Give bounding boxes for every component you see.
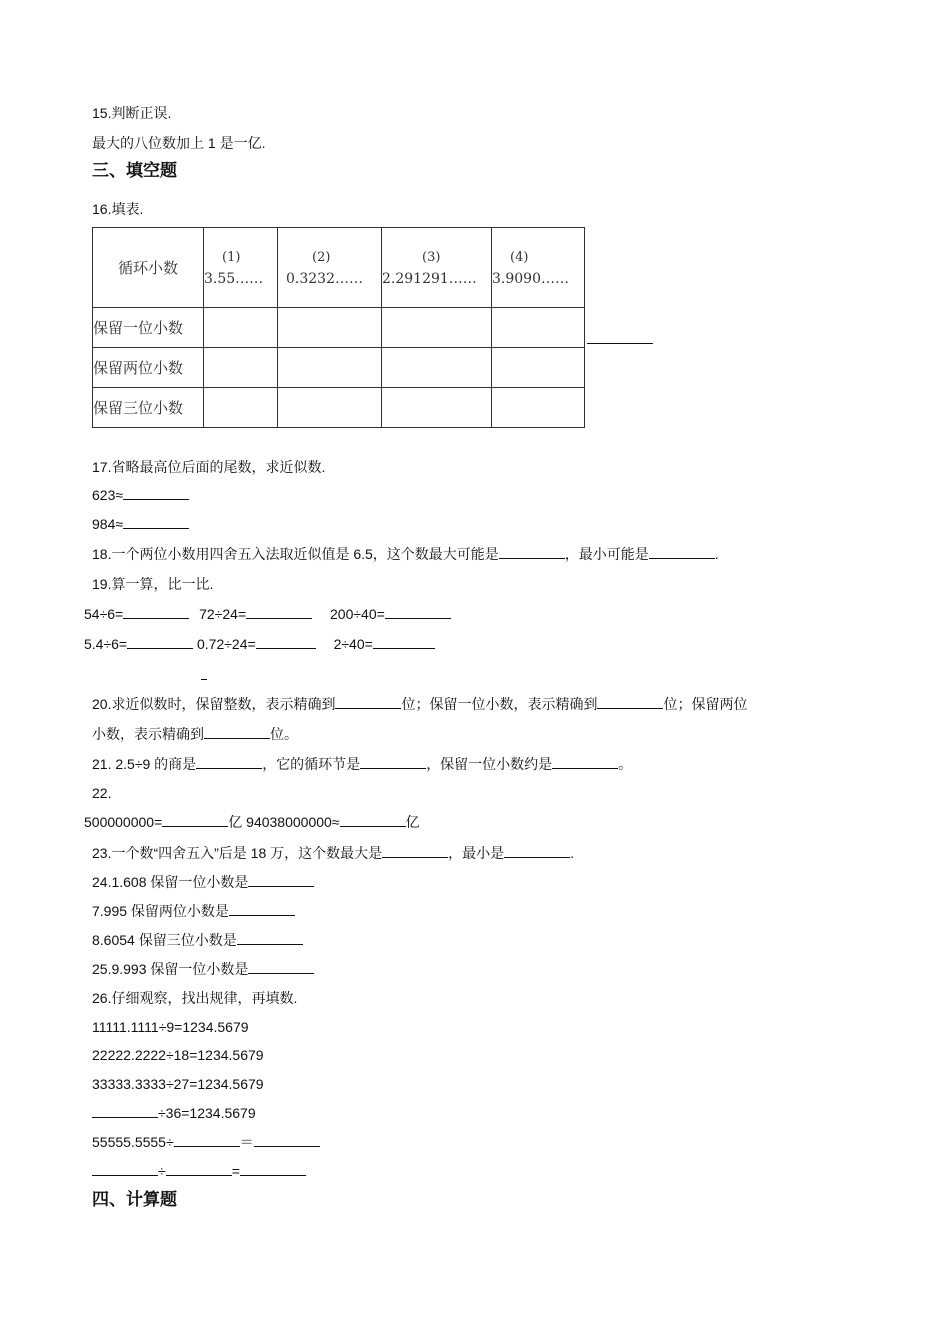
q21-text: 。 <box>618 756 633 772</box>
answer-cell[interactable] <box>492 348 585 388</box>
q15-statement: 最大的八位数加上 1 是一亿. <box>92 135 266 151</box>
q26-text: = <box>231 1163 240 1179</box>
section-title-fill-blank: 三、填空题 <box>92 161 177 180</box>
q19-expr: 5.4÷6= <box>84 636 128 652</box>
answer-blank[interactable] <box>335 695 401 709</box>
table-row-label: 保留两位小数 <box>93 348 204 388</box>
q19-expr: 0.72÷24= <box>197 636 256 652</box>
col-number: (1) <box>222 250 241 265</box>
answer-blank[interactable] <box>123 605 189 619</box>
q17-a-text: 623≈ <box>92 487 124 503</box>
answer-cell[interactable] <box>278 348 382 388</box>
stray-mark <box>201 679 207 680</box>
answer-cell[interactable] <box>278 388 382 428</box>
answer-blank[interactable] <box>229 902 295 916</box>
col-value: 3.9090…… <box>492 271 569 287</box>
answer-cell[interactable] <box>382 388 492 428</box>
q22-text: 500000000= <box>84 814 163 830</box>
answer-blank[interactable] <box>254 1133 320 1147</box>
q22-title: 22. <box>92 785 112 801</box>
q26-line4 <box>92 1104 256 1122</box>
q25-text: 25.9.993 保留一位小数是 <box>92 961 249 977</box>
q23-text: ，最小是 <box>448 845 505 861</box>
table-col-4 <box>492 228 585 308</box>
q24-b <box>92 902 295 920</box>
col-number: (3) <box>422 250 441 265</box>
answer-blank[interactable] <box>248 960 314 974</box>
answer-blank[interactable] <box>649 545 715 559</box>
q26-text: ÷36=1234.5679 <box>158 1105 256 1121</box>
q22-text: 亿 94038000000≈ <box>228 814 340 830</box>
answer-blank[interactable] <box>340 813 406 827</box>
col-value: 3.55…… <box>204 271 264 287</box>
q18-text: 18.一个两位小数用四舍五入法取近似值是 6.5，这个数最大可能是 <box>92 546 499 562</box>
q19-row1 <box>84 605 451 623</box>
col-number: (4) <box>510 250 529 265</box>
col-number: (2) <box>312 250 331 265</box>
q15-title: 15.判断正误. <box>92 105 172 121</box>
q24-text: 7.995 保留两位小数是 <box>92 903 229 919</box>
col-value: 2.291291…… <box>382 271 477 287</box>
answer-blank[interactable] <box>504 844 570 858</box>
q20-text: 位；保留一位小数，表示精确到 <box>401 696 598 712</box>
answer-blank[interactable] <box>166 1162 232 1176</box>
q17-a <box>92 486 189 504</box>
q18 <box>92 545 719 563</box>
q26-line5 <box>92 1133 320 1151</box>
q19-expr: 200÷40= <box>330 606 385 622</box>
answer-cell[interactable] <box>204 388 278 428</box>
answer-cell[interactable] <box>492 308 585 348</box>
table-row-label: 保留三位小数 <box>93 388 204 428</box>
q24-a <box>92 873 314 891</box>
q17-b-text: 984≈ <box>92 516 124 532</box>
answer-cell[interactable] <box>492 388 585 428</box>
q17-title: 17.省略最高位后面的尾数，求近似数. <box>92 459 326 475</box>
answer-blank[interactable] <box>237 931 303 945</box>
answer-blank[interactable] <box>127 635 193 649</box>
q20-text: 20.求近似数时，保留整数，表示精确到 <box>92 696 336 712</box>
q26-line1: 11111.1111÷9=1234.5679 <box>92 1019 249 1035</box>
answer-blank[interactable] <box>162 813 228 827</box>
answer-blank[interactable] <box>382 844 448 858</box>
q17-b <box>92 515 189 533</box>
q19-title: 19.算一算，比一比. <box>92 576 214 592</box>
answer-blank[interactable] <box>92 1162 158 1176</box>
q20-line1 <box>92 695 747 713</box>
answer-cell[interactable] <box>278 308 382 348</box>
table-col-2 <box>278 228 382 308</box>
answer-blank[interactable] <box>196 755 262 769</box>
section-title-calculation: 四、计算题 <box>92 1190 177 1209</box>
answer-blank[interactable] <box>123 486 189 500</box>
q26-line6 <box>92 1162 306 1180</box>
q23-text: . <box>570 845 575 861</box>
answer-cell[interactable] <box>382 308 492 348</box>
answer-blank[interactable] <box>360 755 426 769</box>
q21 <box>92 755 632 773</box>
q26-line3: 33333.3333÷27=1234.5679 <box>92 1076 264 1092</box>
answer-blank[interactable] <box>246 605 312 619</box>
q26-line2: 22222.2222÷18=1234.5679 <box>92 1047 264 1063</box>
q20-line2 <box>92 725 298 743</box>
q26-text: ÷ <box>158 1163 166 1179</box>
q26-text: 55555.5555÷ <box>92 1134 174 1150</box>
q20-text: 位。 <box>270 726 298 742</box>
table-col-1 <box>204 228 278 308</box>
table-header-label: 循环小数 <box>93 228 204 308</box>
q24-text: 24.1.608 保留一位小数是 <box>92 874 249 890</box>
q23-text: 23.一个数“四舍五入”后是 18 万，这个数最大是 <box>92 845 383 861</box>
q18-text: . <box>714 546 719 562</box>
answer-blank[interactable] <box>499 545 565 559</box>
answer-blank[interactable] <box>248 873 314 887</box>
answer-blank[interactable] <box>552 755 618 769</box>
q19-expr: 72÷24= <box>199 606 247 622</box>
answer-blank[interactable] <box>204 725 270 739</box>
answer-blank[interactable] <box>385 605 451 619</box>
answer-blank[interactable] <box>123 515 189 529</box>
table-col-3 <box>382 228 492 308</box>
col-value: 0.3232…… <box>286 271 363 287</box>
q25 <box>92 960 314 978</box>
answer-blank[interactable] <box>373 635 435 649</box>
q26-title: 26.仔细观察，找出规律，再填数. <box>92 990 298 1006</box>
q19-expr: 2÷40= <box>333 636 373 652</box>
rounding-table <box>92 227 585 428</box>
q22-text: 亿 <box>405 814 420 830</box>
q26-text: ＝ <box>239 1134 254 1150</box>
table-answer-blank[interactable] <box>587 343 653 344</box>
q19-expr: 54÷6= <box>84 606 124 622</box>
q18-text: ，最小可能是 <box>564 546 649 562</box>
q23 <box>92 844 574 862</box>
answer-cell[interactable] <box>204 348 278 388</box>
q24-text: 8.6054 保留三位小数是 <box>92 932 237 948</box>
q21-text: ，它的循环节是 <box>262 756 361 772</box>
answer-cell[interactable] <box>382 348 492 388</box>
q22-line <box>84 813 420 831</box>
answer-blank[interactable] <box>174 1133 240 1147</box>
q20-text: 小数，表示精确到 <box>92 726 204 742</box>
answer-blank[interactable] <box>256 635 316 649</box>
q19-row2 <box>84 635 435 653</box>
q24-c <box>92 931 303 949</box>
answer-blank[interactable] <box>240 1162 306 1176</box>
answer-blank[interactable] <box>597 695 663 709</box>
answer-blank[interactable] <box>92 1104 158 1118</box>
q16-title: 16.填表. <box>92 201 144 217</box>
answer-cell[interactable] <box>204 308 278 348</box>
q21-text: 21. 2.5÷9 的商是 <box>92 756 197 772</box>
q21-text: ，保留一位小数约是 <box>426 756 553 772</box>
table-row-label: 保留一位小数 <box>93 308 204 348</box>
q20-text: 位；保留两位 <box>663 696 748 712</box>
